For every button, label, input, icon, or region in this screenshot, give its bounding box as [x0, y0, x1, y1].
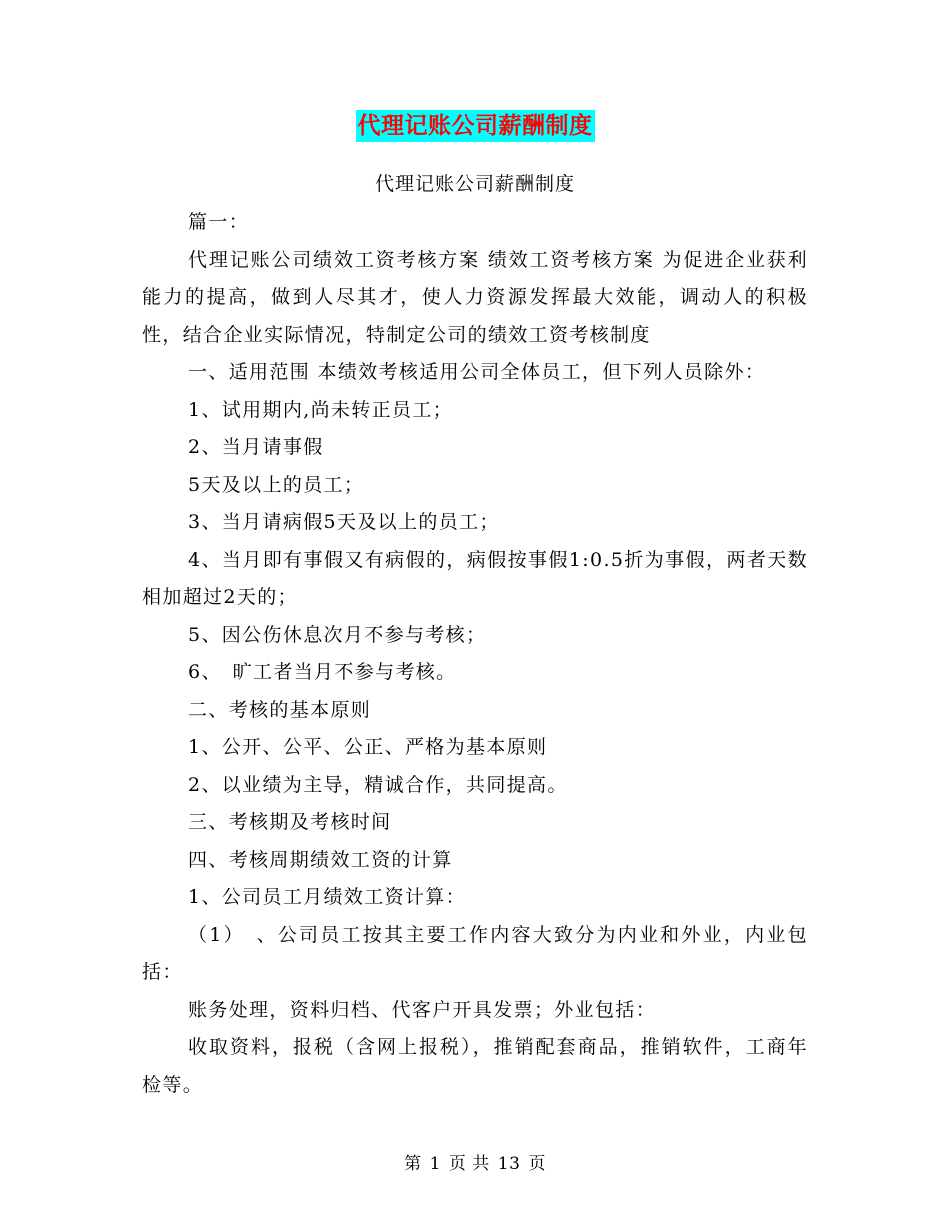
paragraph: 1、公司员工月绩效工资计算： [188, 886, 466, 908]
footer-prefix: 第 [404, 1154, 422, 1174]
total-pages: 13 [497, 1154, 521, 1174]
page-number: 1 [429, 1154, 441, 1174]
paragraph: （1） 、公司员工按其主要工作内容大致分为内业和外业，内业包括： [142, 923, 808, 983]
paragraph: 6、 旷工者当月不参与考核。 [188, 661, 457, 683]
document-title: 代理记账公司薪酬制度 [356, 110, 595, 142]
paragraph: 5、因公伤休息次月不参与考核； [188, 623, 487, 646]
title-container [0, 110, 950, 142]
paragraph: 代理记账公司绩效工资考核方案 绩效工资考核方案 为促进企业获利能力的提高，做到人尽其才，使人力资源发挥最大效能，调动人的积极性，结合企业实际情况，特制定公司的绩效工资考核制度 [142, 248, 808, 346]
paragraph: 三、考核期及考核时间 [188, 811, 392, 833]
paragraph: 3、当月请病假5天及以上的员工； [188, 511, 500, 533]
footer-suffix: 页 [528, 1154, 546, 1174]
paragraph: 1、试用期内,尚未转正员工； [188, 398, 454, 421]
paragraph: 账务处理，资料归档、代客户开具发票；外业包括： [188, 998, 657, 1021]
paragraph: 2、当月请事假 [188, 436, 324, 458]
document-body [142, 204, 808, 1104]
footer-middle: 页 共 [448, 1154, 490, 1174]
paragraph: 四、考核周期绩效工资的计算 [188, 848, 453, 871]
paragraph: 一、适用范围 本绩效考核适用公司全体员工，但下列人员除外： [188, 361, 766, 383]
paragraph: 二、考核的基本原则 [188, 698, 372, 721]
paragraph: 4、当月即有事假又有病假的，病假按事假1:0.5折为事假，两者天数相加超过2天的； [142, 548, 808, 608]
paragraph: 收取资料，报税（含网上报税），推销配套商品，推销软件，工商年检等。 [142, 1036, 808, 1096]
paragraph: 2、以业绩为主导，精诚合作，共同提高。 [188, 773, 568, 796]
paragraph: 篇一： [188, 211, 250, 233]
document-subtitle: 代理记账公司薪酬制度 [374, 173, 575, 195]
paragraph: 5天及以上的员工； [188, 473, 365, 496]
paragraph: 1、公开、公平、公正、严格为基本原则 [188, 736, 548, 758]
page-footer [0, 1152, 950, 1176]
